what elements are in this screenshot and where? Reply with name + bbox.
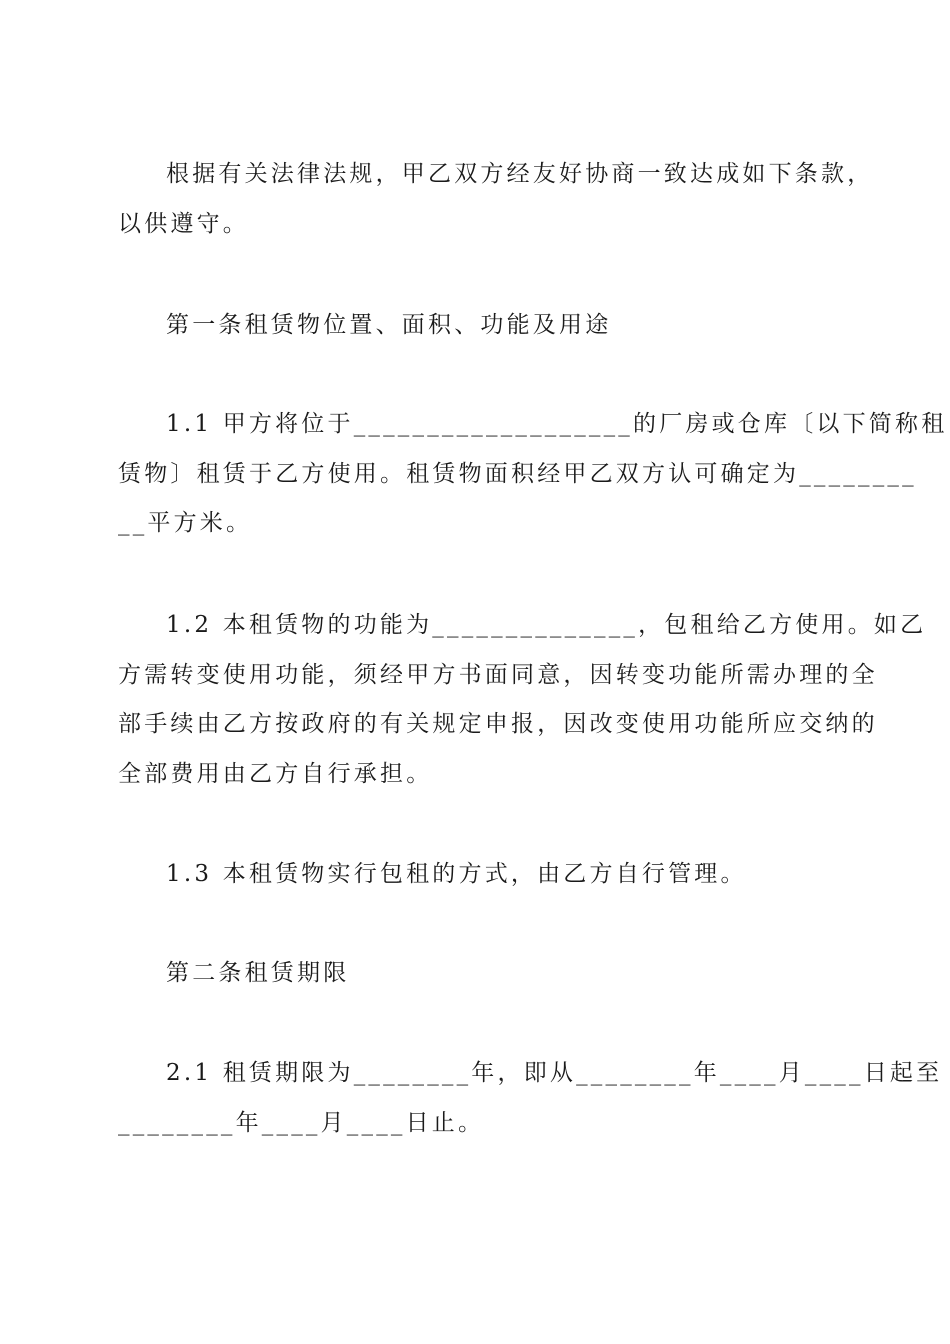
clause-2-1 — [118, 1049, 943, 1148]
intro-line-2: 以供遵守。 — [118, 210, 249, 237]
clause-1-1-line-1: 1.1 甲方将位于___________________的厂房或仓库〔以下简称租 — [166, 411, 948, 437]
clause-1-2-line-2: 方需转变使用功能，须经甲方书面同意，因转变功能所需办理的全 — [118, 661, 878, 688]
intro-line-1: 根据有关法律法规，甲乙双方经友好协商一致达成如下条款， — [166, 161, 874, 187]
clause-1-2-line-3: 部手续由乙方按政府的有关规定申报，因改变使用功能所应交纳的 — [118, 711, 878, 737]
clause-1-1 — [118, 400, 948, 549]
article-1-heading: 第一条租赁物位置、面积、功能及用途 — [166, 312, 612, 338]
clause-1-2-line-1: 1.2 本租赁物的功能为______________，包租给乙方使用。如乙 — [166, 612, 927, 638]
clause-1-2-line-4: 全部费用由乙方自行承担。 — [118, 760, 433, 787]
clause-2-1-line-2: ________年____月____日止。 — [118, 1109, 485, 1136]
clause-1-3: 1.3 本租赁物实行包租的方式，由乙方自行管理。 — [166, 861, 747, 887]
article-2-heading: 第二条租赁期限 — [166, 960, 350, 986]
intro-paragraph — [118, 150, 874, 249]
clause-1-1-line-3: __平方米。 — [118, 510, 253, 536]
clause-2-1-line-1: 2.1 租赁期限为________年，即从________年____月____日起至 — [166, 1060, 943, 1086]
clause-1-2 — [118, 601, 927, 799]
clause-1-1-line-2: 赁物〕租赁于乙方使用。租赁物面积经甲乙双方认可确定为________ — [118, 460, 917, 487]
